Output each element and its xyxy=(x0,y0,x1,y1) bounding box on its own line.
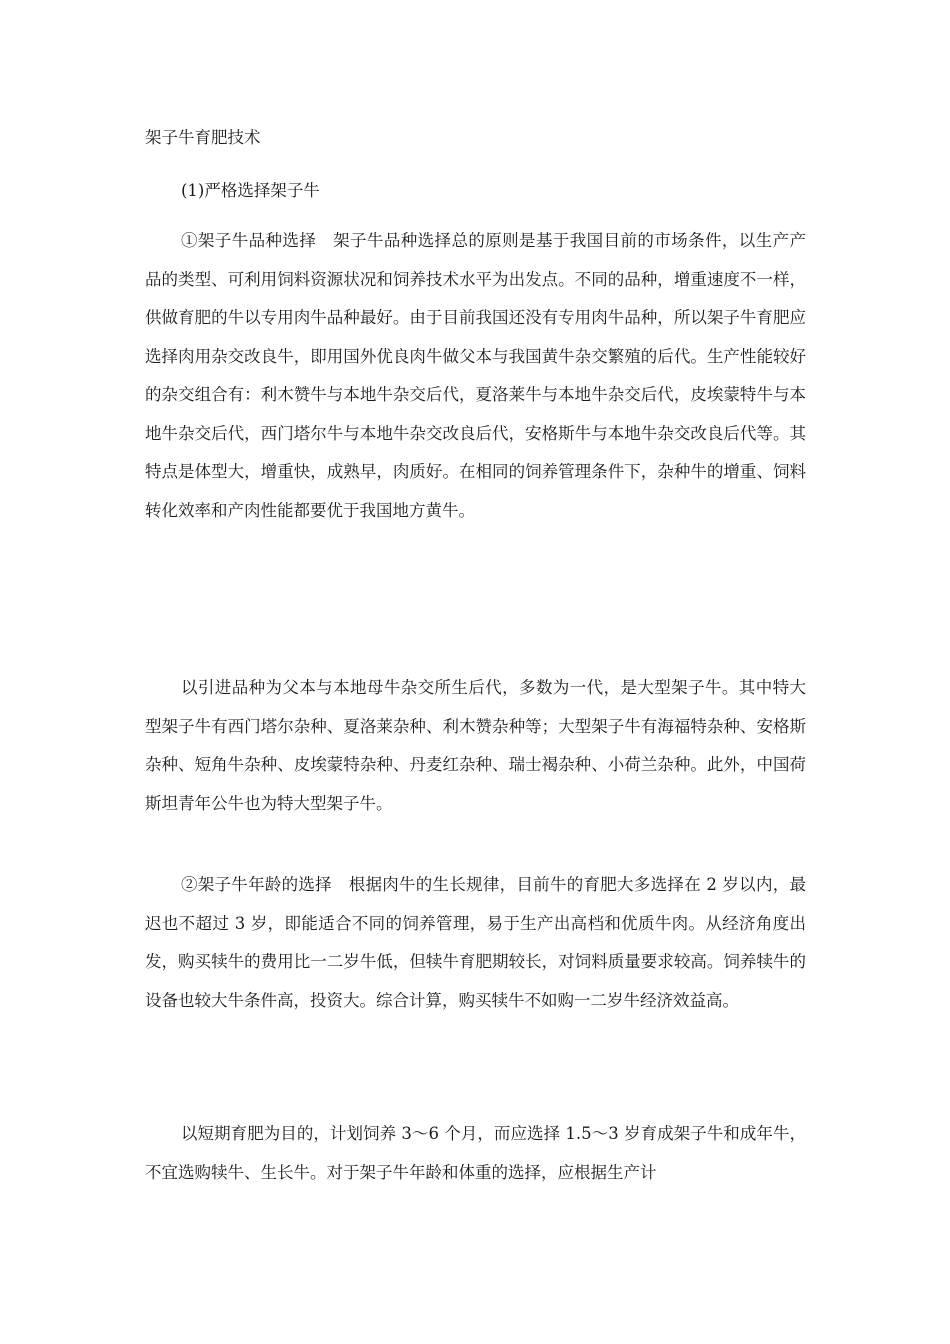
paragraph-crossbreeds xyxy=(145,669,806,823)
section-heading: (1)严格选择架子牛 xyxy=(181,181,320,200)
paragraph-text: 以引进品种为父本与本地母牛杂交所生后代，多数为一代，是大型架子牛。其中特大型架子牛有西门塔尔杂种、夏洛莱杂种、利木赞杂种等；大型架子牛有海福特杂种、安格斯杂种、短角牛杂种、皮埃蒙特杂种、丹麦红杂种、瑞士褐杂种、小荷兰杂种。此外，中国荷斯坦青年公牛也为特大型架子牛。 xyxy=(145,678,806,813)
paragraph-text: 根据肉牛的生长规律，目前牛的育肥大多选择在 2 岁以内，最迟也不超过 3 岁，即能适合不同的饲养管理，易于生产出高档和优质牛肉。从经济角度出发，购买犊牛的费用比一二岁牛低，但犊牛育肥期较长，对饲料质量要求较高。饲养犊牛的设备也较大牛条件高，投资大。综合计算，购买犊牛不如购一二岁牛经济效益高。 xyxy=(145,875,806,1010)
paragraph-lead: ①架子牛品种选择 xyxy=(181,231,334,250)
paragraph-text: 架子牛品种选择总的原则是基于我国目前的市场条件，以生产产品的类型、可利用饲料资源状况和饲养技术水平为出发点。不同的品种，增重速度不一样，供做育肥的牛以专用肉牛品种最好。由于目前我国还没有专用肉牛品种，所以架子牛育肥应选择肉用杂交改良牛，即用国外优良肉牛做父本与我国黄牛杂交繁殖的后代。生产性能较好的杂交组合有：利木赞牛与本地牛杂交后代，夏洛莱牛与本地牛杂交后代，皮埃蒙特牛与本地牛杂交后代，西门塔尔牛与本地牛杂交改良后代，安格斯牛与本地牛杂交改良后代等。其特点是体型大，增重快，成熟早，肉质好。在相同的饲养管理条件下，杂种牛的增重、饲料转化效率和产肉性能都要优于我国地方黄牛。 xyxy=(145,231,807,520)
paragraph-short-term-fattening xyxy=(145,1115,806,1192)
paragraph-lead: ②架子牛年龄的选择 xyxy=(181,875,349,894)
paragraph-age-selection xyxy=(145,866,806,1020)
document-title: 架子牛育肥技术 xyxy=(145,128,261,147)
paragraph-breed-selection xyxy=(145,222,806,530)
paragraph-text: 以短期育肥为目的，计划饲养 3～6 个月，而应选择 1.5～3 岁育成架子牛和成年牛，不宜选购犊牛、生长牛。对于架子牛年龄和体重的选择，应根据生产计 xyxy=(145,1124,806,1182)
